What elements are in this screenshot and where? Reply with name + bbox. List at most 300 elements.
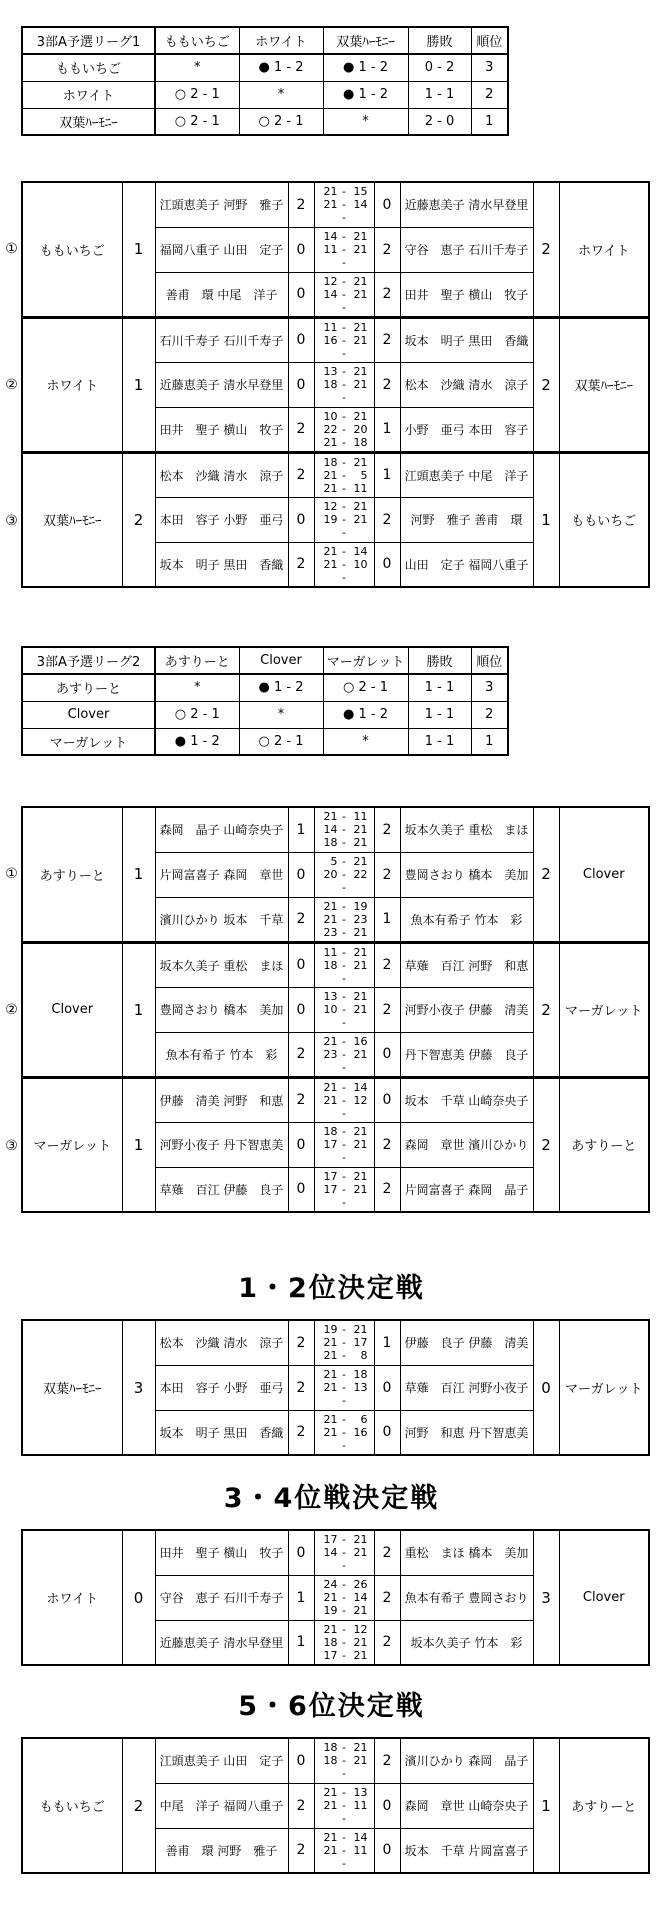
set-score-line <box>315 1016 374 1029</box>
set-score-line <box>315 185 374 198</box>
right-pair-names: 山田 定子 福岡八重子 <box>400 542 533 587</box>
right-game-score: 0 <box>374 1365 400 1410</box>
set-score-line <box>315 1546 374 1559</box>
set-right-score: 21 <box>353 925 368 939</box>
right-team-name: マーガレット <box>559 942 649 1077</box>
set-right-score: 11 <box>353 1799 368 1812</box>
right-pair-names: 森岡 章世 濱川ひかり <box>400 1122 533 1167</box>
set-dash: - <box>342 1578 346 1591</box>
right-pair-names: 河野小夜子 伊藤 清美 <box>400 987 533 1032</box>
set-right-score: 21 <box>353 1169 368 1183</box>
set-right-score <box>351 881 368 894</box>
right-game-score: 2 <box>374 497 400 542</box>
set-scores <box>314 1365 374 1410</box>
set-scores <box>314 1575 374 1620</box>
league-result-cell: ● 1 - 2 <box>323 81 408 108</box>
set-dash: - <box>342 557 346 571</box>
league-result-cell: * <box>323 108 408 135</box>
set-left-score: 21 <box>323 810 338 824</box>
set-right-score <box>351 571 368 584</box>
match-table-body <box>22 182 649 587</box>
set-left-score <box>321 1196 338 1209</box>
set-right-score: 13 <box>353 1381 368 1394</box>
left-game-score: 2 <box>288 897 314 942</box>
set-right-score: 21 <box>353 1182 368 1196</box>
set-dash: - <box>342 1034 346 1048</box>
set-dash: - <box>342 1786 346 1799</box>
set-dash: - <box>342 836 346 850</box>
set-score-line <box>315 321 374 334</box>
set-right-score <box>351 526 368 539</box>
right-game-score: 0 <box>374 1077 400 1122</box>
match-number: ③ <box>5 1138 18 1154</box>
right-pair-names: 豊岡さおり 橋本 美加 <box>400 852 533 897</box>
league-row <box>22 54 508 81</box>
set-score-line <box>315 500 374 513</box>
set-scores <box>314 1122 374 1167</box>
set-dash: - <box>342 287 346 301</box>
left-team-score: 1 <box>122 1077 155 1212</box>
league-header-cell: 勝敗 <box>408 27 471 54</box>
set-left-score: 21 <box>323 198 338 212</box>
set-dash: - <box>342 365 346 378</box>
left-pair-names: 善甫 環 河野 雅子 <box>155 1828 288 1873</box>
league-header-cell: 勝敗 <box>408 647 471 674</box>
set-left-score: 21 <box>323 468 338 482</box>
set-scores <box>314 1620 374 1665</box>
set-left-score: 21 <box>323 1843 338 1857</box>
set-left-score: 13 <box>323 990 338 1003</box>
set-left-score: 19 <box>323 1604 338 1617</box>
right-team-name: マーガレット <box>559 1320 649 1455</box>
set-left-score: 19 <box>323 1323 338 1337</box>
left-team-score: 3 <box>122 1320 155 1455</box>
set-dash: - <box>342 409 346 423</box>
league-header-row <box>22 647 508 674</box>
set-right-score: 23 <box>353 912 368 926</box>
set-right-score: 21 <box>353 1604 368 1617</box>
right-team-score: 1 <box>533 452 559 587</box>
right-team-score: 2 <box>533 182 559 317</box>
league-result-cell: ○ 2 - 1 <box>155 108 239 135</box>
set-score-line <box>315 391 374 404</box>
match-number: ① <box>5 241 18 257</box>
set-left-score <box>321 881 338 894</box>
set-dash: - <box>342 500 346 513</box>
league-result-cell: * <box>239 701 323 728</box>
right-pair-names: 重松 まほ 橋本 美加 <box>400 1530 533 1575</box>
set-score-line <box>315 1035 374 1048</box>
set-score-line <box>315 1003 374 1016</box>
set-score-line <box>315 275 374 288</box>
set-right-score <box>351 1439 368 1452</box>
left-pair-names: 松本 沙織 清水 涼子 <box>155 452 288 497</box>
set-left-score <box>321 526 338 539</box>
set-dash: - <box>342 1138 346 1151</box>
league-header-cell: 順位 <box>471 27 508 54</box>
right-pair-names: 坂本 明子 黒田 香織 <box>400 317 533 362</box>
set-dash: - <box>342 1438 346 1452</box>
set-right-score: 26 <box>353 1578 368 1591</box>
game-row <box>22 182 649 227</box>
league-record-cell: 0 - 2 <box>408 54 471 81</box>
right-game-score: 0 <box>374 542 400 587</box>
league-result-cell: ● 1 - 2 <box>155 728 239 755</box>
set-dash: - <box>342 1003 346 1016</box>
right-pair-names: 魚本有希子 竹本 彩 <box>400 897 533 942</box>
set-right-score: 21 <box>353 1648 368 1662</box>
set-right-score: 14 <box>353 1830 368 1844</box>
set-right-score <box>351 1196 368 1209</box>
set-dash: - <box>342 333 346 347</box>
set-score-line <box>315 1061 374 1074</box>
set-left-score: 11 <box>323 243 338 256</box>
set-left-score <box>321 211 338 224</box>
set-right-score: 11 <box>353 810 368 824</box>
set-scores <box>314 227 374 272</box>
right-game-score: 2 <box>374 807 400 852</box>
right-game-score: 1 <box>374 452 400 497</box>
match-number: ② <box>5 377 18 393</box>
set-score-line <box>315 513 374 526</box>
set-right-score: 22 <box>353 868 368 881</box>
left-team-name: ホワイト <box>22 1530 122 1665</box>
set-score-line <box>315 1349 374 1362</box>
set-scores <box>314 1828 374 1873</box>
set-left-score: 17 <box>323 1138 338 1151</box>
set-score-line <box>315 1426 374 1439</box>
left-game-score: 1 <box>288 1575 314 1620</box>
set-left-score: 10 <box>323 1003 338 1016</box>
set-left-score: 21 <box>323 1591 338 1604</box>
set-right-score: 21 <box>353 990 368 1003</box>
set-dash: - <box>342 1368 346 1381</box>
league-rank-cell: 1 <box>471 108 508 135</box>
league-team-cell: 双葉ﾊｰﾓﾆｰ <box>22 108 155 135</box>
set-left-score: 18 <box>323 378 338 391</box>
set-scores <box>314 852 374 897</box>
set-score-line <box>315 1754 374 1767</box>
league-team-cell: あすりーと <box>22 674 155 701</box>
set-dash: - <box>342 1336 346 1350</box>
match-table <box>21 1529 650 1666</box>
set-score-line <box>315 288 374 301</box>
set-score-line <box>315 1623 374 1636</box>
left-game-score: 0 <box>288 272 314 317</box>
left-pair-names: 豊岡さおり 橋本 美加 <box>155 987 288 1032</box>
set-right-score: 21 <box>353 455 368 469</box>
left-game-score: 2 <box>288 1032 314 1077</box>
set-scores <box>314 1783 374 1828</box>
league-rank-cell: 1 <box>471 728 508 755</box>
league-header <box>22 27 508 54</box>
set-left-score: 20 <box>323 868 338 881</box>
set-score-line <box>315 1533 374 1546</box>
set-dash: - <box>342 1843 346 1857</box>
set-right-score: 21 <box>353 513 368 526</box>
league-body <box>22 674 508 755</box>
set-left-score <box>321 301 338 314</box>
set-right-score: 21 <box>353 243 368 256</box>
set-score-line <box>315 1196 374 1209</box>
set-left-score: 22 <box>323 422 338 436</box>
set-dash: - <box>342 1169 346 1183</box>
set-dash: - <box>342 378 346 391</box>
left-team-name: Clover <box>22 942 122 1077</box>
set-scores <box>314 987 374 1032</box>
right-team-name: あすりーと <box>559 1738 649 1873</box>
set-score-line <box>315 1170 374 1183</box>
left-team-score: 2 <box>122 1738 155 1873</box>
left-pair-names: 江頭恵美子 山田 定子 <box>155 1738 288 1783</box>
left-pair-names: 田井 聖子 横山 牧子 <box>155 407 288 452</box>
set-left-score: 21 <box>323 1799 338 1812</box>
match-number: ① <box>5 866 18 882</box>
league-record-cell: 2 - 0 <box>408 108 471 135</box>
set-score-line <box>315 243 374 256</box>
league-rank-cell: 3 <box>471 674 508 701</box>
set-dash: - <box>342 1741 346 1755</box>
left-pair-names: 松本 沙織 清水 涼子 <box>155 1320 288 1365</box>
set-dash: - <box>342 570 346 584</box>
set-score-line <box>315 526 374 539</box>
right-pair-names: 草薙 百江 河野小夜子 <box>400 1365 533 1410</box>
set-left-score: 21 <box>323 912 338 926</box>
set-dash: - <box>342 868 346 881</box>
left-game-score: 0 <box>288 1167 314 1212</box>
set-left-score: 12 <box>323 500 338 513</box>
set-scores <box>314 272 374 317</box>
left-pair-names: 善甫 環 中尾 洋子 <box>155 272 288 317</box>
set-left-score <box>321 1559 338 1572</box>
left-game-score: 2 <box>288 407 314 452</box>
left-team-score: 1 <box>122 807 155 942</box>
match-number-column <box>2 806 21 1214</box>
set-dash: - <box>342 1591 346 1604</box>
right-pair-names: 坂本 千草 片岡富喜子 <box>400 1828 533 1873</box>
set-score-line <box>315 1844 374 1857</box>
set-left-score: 21 <box>323 1349 338 1363</box>
league-row <box>22 674 508 701</box>
set-score-line <box>315 198 374 211</box>
left-team-name: マーガレット <box>22 1077 122 1212</box>
set-score-line <box>315 1767 374 1780</box>
set-left-score: 14 <box>323 287 338 301</box>
set-score-line <box>315 558 374 571</box>
set-left-score: 21 <box>323 1622 338 1636</box>
right-pair-names: 江頭恵美子 中尾 洋子 <box>400 452 533 497</box>
set-left-score <box>321 1812 338 1825</box>
set-score-line <box>315 1368 374 1381</box>
set-score-line <box>315 1394 374 1407</box>
set-left-score: 13 <box>323 365 338 378</box>
set-score-line <box>315 1413 374 1426</box>
set-left-score: 21 <box>323 1368 338 1381</box>
set-right-score: 21 <box>353 274 368 288</box>
set-score-line <box>315 1125 374 1138</box>
set-scores <box>314 497 374 542</box>
match-table-body <box>22 1320 649 1455</box>
set-dash: - <box>342 481 346 495</box>
set-right-score <box>351 1394 368 1407</box>
set-dash: - <box>342 1635 346 1649</box>
league-title-cell: 3部A予選リーグ1 <box>22 27 155 54</box>
right-team-score: 2 <box>533 1077 559 1212</box>
set-dash: - <box>342 855 346 868</box>
set-right-score <box>351 347 368 360</box>
right-pair-names: 坂本久美子 竹本 彩 <box>400 1620 533 1665</box>
set-right-score: 20 <box>353 422 368 436</box>
set-left-score: 21 <box>323 557 338 571</box>
set-score-line <box>315 1183 374 1196</box>
set-score-line <box>315 855 374 868</box>
set-dash: - <box>342 211 346 225</box>
set-right-score: 21 <box>353 823 368 837</box>
league-result-cell: ● 1 - 2 <box>239 674 323 701</box>
left-team-score: 2 <box>122 452 155 587</box>
right-pair-names: 草薙 百江 河野 和恵 <box>400 942 533 987</box>
set-right-score <box>351 1767 368 1780</box>
right-pair-names: 河野 和恵 丹下智恵美 <box>400 1410 533 1455</box>
set-dash: - <box>342 230 346 243</box>
right-pair-names: 坂本久美子 重松 まほ <box>400 807 533 852</box>
match-number: ③ <box>5 513 18 529</box>
set-right-score: 14 <box>353 198 368 212</box>
right-team-score: 0 <box>533 1320 559 1455</box>
set-left-score: 14 <box>323 823 338 837</box>
right-pair-names: 森岡 章世 山崎奈央子 <box>400 1783 533 1828</box>
set-left-score: 17 <box>323 1533 338 1547</box>
set-right-score: 21 <box>353 333 368 347</box>
league-record-cell: 1 - 1 <box>408 701 471 728</box>
left-pair-names: 河野小夜子 丹下智恵美 <box>155 1122 288 1167</box>
playoff-heading-5-6: 5・6位決定戦 <box>238 1691 425 1722</box>
set-dash: - <box>342 912 346 926</box>
set-right-score: 18 <box>353 1368 368 1381</box>
league-rank-cell: 2 <box>471 81 508 108</box>
set-left-score <box>321 256 338 269</box>
set-score-line <box>315 959 374 972</box>
league-body <box>22 54 508 135</box>
set-left-score <box>321 1016 338 1029</box>
set-score-line <box>315 1323 374 1336</box>
left-game-score: 2 <box>288 452 314 497</box>
league-header-cell: ももいちご <box>155 27 239 54</box>
left-game-score: 2 <box>288 1410 314 1455</box>
set-score-line <box>315 1048 374 1061</box>
set-left-score: 21 <box>323 1412 338 1426</box>
set-dash: - <box>342 544 346 558</box>
league-result-cell: ○ 2 - 1 <box>239 108 323 135</box>
set-score-line <box>315 1559 374 1572</box>
league-team-cell: Clover <box>22 701 155 728</box>
set-dash: - <box>342 455 346 469</box>
left-team-score: 1 <box>122 317 155 452</box>
set-dash: - <box>342 1047 346 1061</box>
set-right-score: 21 <box>353 1546 368 1560</box>
left-team-name: ももいちご <box>22 182 122 317</box>
set-right-score: 21 <box>353 1323 368 1337</box>
league-record-cell: 1 - 1 <box>408 81 471 108</box>
set-score-line <box>315 1636 374 1649</box>
set-score-line <box>315 378 374 391</box>
set-right-score <box>351 1812 368 1825</box>
set-dash: - <box>342 346 346 360</box>
left-pair-names: 石川千寿子 石川千寿子 <box>155 317 288 362</box>
set-score-line <box>315 1741 374 1754</box>
right-game-score: 2 <box>374 362 400 407</box>
set-left-score: 16 <box>323 333 338 347</box>
set-dash: - <box>342 526 346 539</box>
set-right-score: 15 <box>353 185 368 199</box>
set-left-score <box>321 347 338 360</box>
set-dash: - <box>342 810 346 824</box>
set-scores <box>314 1167 374 1212</box>
league-row <box>22 81 508 108</box>
set-left-score: 18 <box>323 836 338 850</box>
set-scores <box>314 1077 374 1122</box>
set-left-score: 21 <box>323 435 338 449</box>
right-team-name: Clover <box>559 807 649 942</box>
game-row <box>22 1077 649 1122</box>
league-rank-cell: 2 <box>471 701 508 728</box>
set-right-score: 12 <box>353 1622 368 1636</box>
set-right-score: 21 <box>353 1533 368 1547</box>
set-left-score: 11 <box>323 945 338 959</box>
left-pair-names: 近藤恵美子 清水早登里 <box>155 1620 288 1665</box>
set-right-score: 21 <box>353 500 368 513</box>
set-right-score: 21 <box>353 409 368 423</box>
set-dash: - <box>342 185 346 199</box>
set-left-score <box>321 1061 338 1074</box>
game-row <box>22 1320 649 1365</box>
set-left-score: 18 <box>323 455 338 469</box>
set-left-score: 17 <box>323 1169 338 1183</box>
set-score-line <box>315 913 374 926</box>
right-team-name: Clover <box>559 1530 649 1665</box>
set-left-score <box>321 1394 338 1407</box>
left-game-score: 1 <box>288 807 314 852</box>
right-game-score: 1 <box>374 407 400 452</box>
set-right-score: 21 <box>353 320 368 334</box>
right-game-score: 0 <box>374 182 400 227</box>
set-scores <box>314 1032 374 1077</box>
set-dash: - <box>342 1604 346 1617</box>
set-score-line <box>315 823 374 836</box>
left-pair-names: 田井 聖子 横山 牧子 <box>155 1530 288 1575</box>
set-dash: - <box>342 1394 346 1407</box>
set-left-score: 21 <box>323 899 338 913</box>
match-table-body <box>22 1738 649 1873</box>
set-score-line <box>315 1649 374 1662</box>
league-header-cell: ホワイト <box>239 27 323 54</box>
set-left-score: 21 <box>323 1425 338 1439</box>
right-team-score: 3 <box>533 1530 559 1665</box>
set-scores <box>314 362 374 407</box>
set-dash: - <box>342 945 346 959</box>
set-dash: - <box>342 513 346 526</box>
match-table <box>21 181 650 588</box>
set-score-line <box>315 1081 374 1094</box>
set-right-score: 12 <box>353 1093 368 1107</box>
set-right-score: 21 <box>353 1138 368 1151</box>
set-scores <box>314 452 374 497</box>
league-row <box>22 108 508 135</box>
right-team-score: 2 <box>533 317 559 452</box>
set-right-score: 21 <box>353 1754 368 1768</box>
set-score-line <box>315 1439 374 1452</box>
set-score-line <box>315 836 374 849</box>
